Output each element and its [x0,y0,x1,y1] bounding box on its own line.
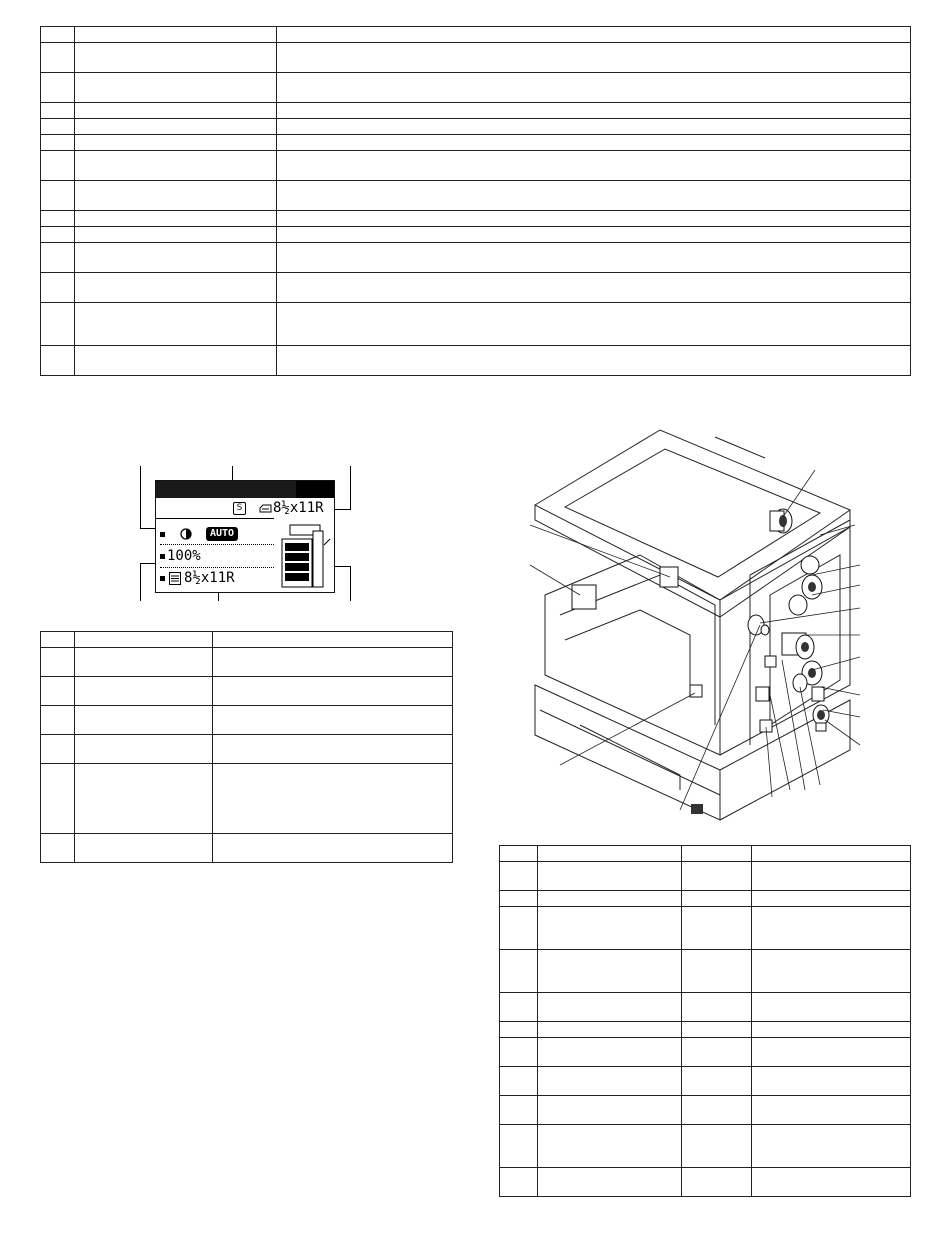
table-cell [500,1067,538,1096]
table-row [41,73,911,103]
table-cell [752,1096,911,1125]
table-cell [277,346,911,376]
table-row [41,27,911,43]
table-row [500,1168,911,1197]
table-cell [75,151,277,181]
table-cell [682,907,752,950]
table-cell [41,677,75,706]
table-cell [538,1168,682,1197]
table-cell [500,1125,538,1168]
table-row [41,764,453,834]
lcd-legend-table [40,631,453,863]
table-cell [41,151,75,181]
table-cell [41,648,75,677]
table-cell [500,846,538,862]
table-cell [277,119,911,135]
table-cell [213,735,453,764]
table-cell [75,227,277,243]
divider [156,518,274,519]
table-cell [682,1038,752,1067]
table-cell [500,1038,538,1067]
table-row [500,1067,911,1096]
parts-table [499,845,911,1197]
table-cell [41,273,75,303]
table-cell [75,181,277,211]
callout-line [140,466,141,529]
table-row [41,135,911,151]
table-cell [538,1038,682,1067]
table-cell [538,907,682,950]
table-cell [752,1022,911,1038]
table-cell [41,211,75,227]
mode-indicator: S [233,502,246,515]
callout-line [334,509,351,510]
table-cell [75,73,277,103]
table-cell [752,950,911,993]
table-cell [277,151,911,181]
table-row [41,273,911,303]
table-cell [682,950,752,993]
table-row [500,950,911,993]
table-cell [213,648,453,677]
table-cell [752,993,911,1022]
table-cell [682,1022,752,1038]
table-cell [538,993,682,1022]
table-cell [75,243,277,273]
table-row [500,1096,911,1125]
table-cell [277,243,911,273]
table-cell [752,1038,911,1067]
table-row [500,1022,911,1038]
paper-size-icon [169,572,181,585]
table-row [41,648,453,677]
table-cell [682,1168,752,1197]
table-cell [41,181,75,211]
table-cell [682,1125,752,1168]
table-row [41,706,453,735]
table-cell [682,862,752,891]
divider [160,544,274,545]
table-cell [752,1168,911,1197]
copier-diagram [520,425,870,825]
table-cell [538,1125,682,1168]
callout-line [350,466,351,510]
table-cell [75,119,277,135]
table-cell [41,27,75,43]
table-cell [41,43,75,73]
table-row [500,1038,911,1067]
table-cell [75,303,277,346]
table-cell [500,1022,538,1038]
table-row [41,151,911,181]
table-cell [277,181,911,211]
table-cell [538,1067,682,1096]
table-cell [277,273,911,303]
table-cell [500,891,538,907]
callout-line [140,563,156,564]
table-cell [752,862,911,891]
bullet [160,532,165,537]
table-cell [277,135,911,151]
table-cell [500,907,538,950]
table-row [41,243,911,273]
table-cell [75,764,213,834]
table-cell [277,73,911,103]
paper-tray-icon [259,504,272,514]
table-cell [752,891,911,907]
table-cell [75,211,277,227]
table-cell [75,43,277,73]
table-row [41,735,453,764]
table-cell [41,135,75,151]
table-cell [752,846,911,862]
table-row [500,993,911,1022]
table-cell [75,346,277,376]
table-cell [682,1096,752,1125]
table-cell [500,950,538,993]
table-cell [277,43,911,73]
table-row [500,846,911,862]
paper-size-bottom: 8½x11R [184,570,235,586]
table-cell [75,632,213,648]
table-row [41,677,453,706]
copier-status-icon [280,521,332,591]
callout-line [350,566,351,601]
table-cell [41,632,75,648]
table-cell [41,227,75,243]
table-cell [682,891,752,907]
table-row [41,303,911,346]
table-cell [213,632,453,648]
table-row [41,632,453,648]
table-row [41,227,911,243]
table-row [41,211,911,227]
table-cell [500,1168,538,1197]
table-cell [682,993,752,1022]
table-row [500,907,911,950]
table-cell [41,764,75,834]
table-cell [277,103,911,119]
table-cell [682,846,752,862]
table-cell [41,735,75,764]
table-row [41,834,453,863]
table-cell [75,273,277,303]
table-cell [277,27,911,43]
table-cell [75,27,277,43]
table-cell [41,346,75,376]
table-cell [277,227,911,243]
table-row [500,862,911,891]
table-row [41,103,911,119]
table-cell [41,706,75,735]
table-row [41,346,911,376]
table-cell [538,862,682,891]
table-row [500,1125,911,1168]
table-cell [75,834,213,863]
table-cell [538,1022,682,1038]
table-row [41,181,911,211]
table-cell [41,303,75,346]
table-cell [75,706,213,735]
table-cell [538,950,682,993]
copy-ratio: 100% [167,548,201,564]
table-cell [277,211,911,227]
lcd-message-bar [156,481,334,498]
table-cell [75,648,213,677]
table-cell [500,1096,538,1125]
table-row [41,43,911,73]
table-cell [75,735,213,764]
table-cell [682,1067,752,1096]
table-cell [538,1096,682,1125]
table-cell [213,764,453,834]
bullet [160,554,165,559]
lcd-display [155,480,335,593]
table-cell [41,119,75,135]
table-cell [538,846,682,862]
table-cell [277,303,911,346]
table-cell [213,706,453,735]
table-cell [500,993,538,1022]
exposure-icon [180,528,192,540]
table-cell [752,1067,911,1096]
table-cell [75,677,213,706]
callout-line [232,466,233,481]
table-cell [75,103,277,119]
table-cell [75,135,277,151]
table-cell [41,243,75,273]
table-cell [538,891,682,907]
table-cell [41,103,75,119]
table-row [500,891,911,907]
bullet [160,576,165,581]
paper-size-top: 8½x11R [273,500,324,516]
callout-line [140,563,141,601]
table-row [41,119,911,135]
table-cell [752,907,911,950]
table-cell [213,834,453,863]
table-cell [41,73,75,103]
top-table [40,26,911,376]
table-cell [752,1125,911,1168]
table-cell [41,834,75,863]
auto-exposure-badge: AUTO [206,527,238,541]
table-cell [500,862,538,891]
table-cell [213,677,453,706]
divider [160,567,274,568]
